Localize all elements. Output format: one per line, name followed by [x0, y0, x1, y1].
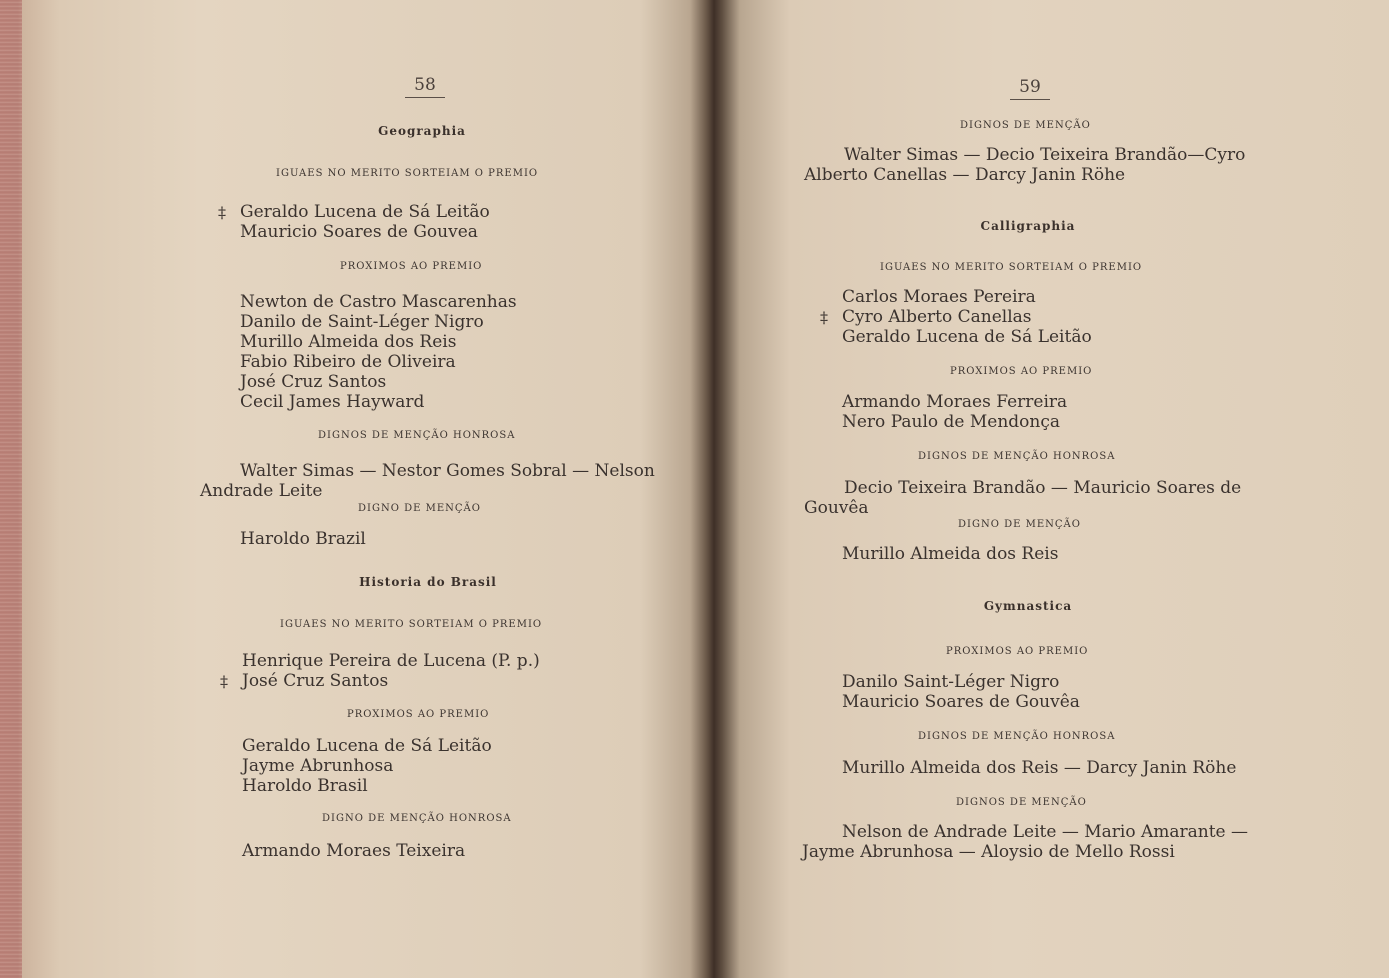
list-item: Carlos Moraes Pereira — [842, 287, 1036, 307]
list-item: Murillo Almeida dos Reis — Darcy Janin Röhe — [842, 758, 1237, 778]
paragraph-line: Alberto Canellas — Darcy Janin Röhe — [804, 165, 1126, 185]
group-label: PROXIMOS AO PREMIO — [950, 366, 1093, 377]
paragraph-mencao — [802, 822, 1248, 862]
page-number: 58 — [414, 75, 436, 95]
section-title-gymnastica: Gymnastica — [983, 599, 1073, 613]
list-item: Haroldo Brazil — [240, 529, 366, 549]
list-item: Cyro Alberto Canellas — [842, 307, 1032, 327]
group-label: IGUAES NO MERITO SORTEIAM O PREMIO — [276, 168, 539, 179]
group-label: IGUAES NO MERITO SORTEIAM O PREMIO — [880, 262, 1143, 273]
paragraph-line: Nelson de Andrade Leite — Mario Amarante — — [842, 822, 1249, 842]
list-item: Armando Moraes Ferreira — [842, 392, 1068, 412]
group-label: DIGNO DE MENÇÃO — [958, 519, 1081, 530]
group-label: DIGNOS DE MENÇÃO HONROSA — [918, 451, 1116, 462]
group-label: IGUAES NO MERITO SORTEIAM O PREMIO — [280, 619, 543, 630]
group-label: DIGNO DE MENÇÃO — [358, 503, 481, 514]
group-label: DIGNO DE MENÇÃO HONROSA — [322, 813, 512, 824]
section-title-calligraphia: Calligraphia — [980, 219, 1076, 233]
list-item: Geraldo Lucena de Sá Leitão — [842, 327, 1092, 347]
left-page — [22, 0, 702, 978]
dagger-mark: ‡ — [820, 308, 828, 327]
list-item: Murillo Almeida dos Reis — [240, 332, 457, 352]
group-label: PROXIMOS AO PREMIO — [347, 709, 490, 720]
paragraph-mencao — [804, 145, 1245, 185]
group-label: DIGNOS DE MENÇÃO — [956, 797, 1087, 808]
page-edges — [0, 0, 22, 978]
list-item: Geraldo Lucena de Sá Leitão — [242, 736, 492, 756]
list-item: Fabio Ribeiro de Oliveira — [240, 352, 456, 372]
page-number-rule — [1010, 99, 1050, 100]
paragraph-honrosa — [804, 478, 1241, 518]
paragraph-line: Walter Simas — Nestor Gomes Sobral — Nelson — [240, 461, 655, 481]
list-item: Armando Moraes Teixeira — [242, 841, 466, 861]
list-item: Danilo Saint-Léger Nigro — [842, 672, 1060, 692]
dagger-mark: ‡ — [220, 672, 228, 691]
group-label: DIGNOS DE MENÇÃO HONROSA — [918, 731, 1116, 742]
list-item: Nero Paulo de Mendonça — [842, 412, 1061, 432]
paragraph-honrosa — [200, 461, 655, 501]
dagger-mark: ‡ — [218, 203, 226, 222]
right-page — [722, 0, 1389, 978]
group-label: PROXIMOS AO PREMIO — [946, 646, 1089, 657]
paragraph-line: Gouvêa — [804, 498, 869, 518]
list-item: Geraldo Lucena de Sá Leitão — [240, 202, 490, 222]
list-item: Danilo de Saint-Léger Nigro — [240, 312, 484, 332]
section-title-historia: Historia do Brasil — [359, 575, 497, 589]
list-item: Mauricio Soares de Gouvea — [240, 222, 478, 242]
list-item: Haroldo Brasil — [242, 776, 368, 796]
paragraph-line: Jayme Abrunhosa — Aloysio de Mello Rossi — [802, 842, 1175, 862]
group-label: DIGNOS DE MENÇÃO — [960, 120, 1091, 131]
list-item: José Cruz Santos — [242, 671, 389, 691]
paragraph-line: Decio Teixeira Brandão — Mauricio Soares de — [844, 478, 1242, 498]
page-number-rule — [405, 97, 445, 98]
list-item: Cecil James Hayward — [240, 392, 425, 412]
section-title-geographia: Geographia — [378, 124, 466, 138]
list-item: Henrique Pereira de Lucena (P. p.) — [242, 651, 540, 671]
paragraph-line: Walter Simas — Decio Teixeira Brandão—Cyro — [844, 145, 1246, 165]
list-item: Mauricio Soares de Gouvêa — [842, 692, 1080, 712]
page-number: 59 — [1019, 77, 1041, 97]
group-label: PROXIMOS AO PREMIO — [340, 261, 483, 272]
list-item: Newton de Castro Mascarenhas — [240, 292, 517, 312]
list-item: Jayme Abrunhosa — [242, 756, 394, 776]
list-item: José Cruz Santos — [240, 372, 387, 392]
list-item: Murillo Almeida dos Reis — [842, 544, 1059, 564]
paragraph-line: Andrade Leite — [200, 481, 323, 501]
group-label: DIGNOS DE MENÇÃO HONROSA — [318, 430, 516, 441]
